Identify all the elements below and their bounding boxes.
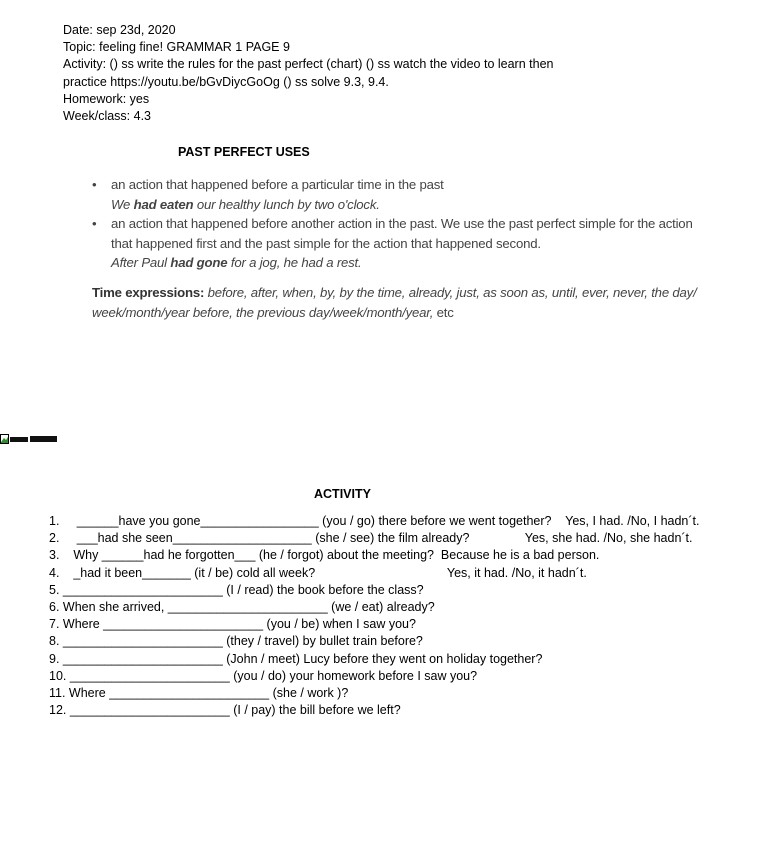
exercise-item-10: 10. _______________________ (you / do) your homework before I saw you? — [49, 668, 478, 683]
time-expressions — [92, 283, 712, 322]
rule-1-example-bold: had eaten — [133, 196, 194, 212]
rule-2-example-bold: had gone — [170, 255, 228, 271]
bullet-icon: • — [92, 216, 97, 232]
exercise-item-1: 1. ______have you gone_________________ (you / go) there before we went together? Yes, I had. /No, I hadn´t. — [49, 514, 700, 528]
time-expressions-text: before, after, when, by, by the time, already, just, as soon as, until, ever, never, the day/ week/month/year before, the previous day/week/month/year, — [92, 284, 697, 320]
rule-1-example — [111, 195, 712, 215]
activity-title: ACTIVITY — [314, 487, 371, 501]
rule-1-example-post: our healthy lunch by two o'clock. — [193, 196, 380, 212]
exercise-item-5: 5. _______________________ (I / read) the book before the class? — [49, 582, 424, 597]
lesson-header — [63, 22, 553, 125]
past-perfect-rules — [92, 175, 712, 322]
rule-1 — [92, 175, 712, 214]
rule-2-example — [111, 253, 712, 273]
past-perfect-uses-title: PAST PERFECT USES — [178, 145, 310, 159]
date-line: Date: sep 23d, 2020 — [63, 23, 176, 37]
time-expressions-etc: etc — [433, 304, 454, 320]
time-expressions-label: Time expressions: — [92, 284, 205, 300]
broken-image-icon — [0, 433, 58, 445]
rule-2-example-post: for a jog, he had a rest. — [227, 255, 362, 271]
topic-line: Topic: feeling fine! GRAMMAR 1 PAGE 9 — [63, 40, 290, 55]
bullet-icon: • — [92, 177, 97, 192]
activity-line-1: Activity: () ss write the rules for the past perfect (chart) () ss watch the video to learn then — [63, 57, 554, 72]
rule-1-example-pre: We — [111, 196, 134, 212]
exercise-item-8: 8. _______________________ (they / travel) by bullet train before? — [49, 634, 423, 649]
exercise-item-12: 12. _______________________ (I / pay) the bill before we left? — [49, 703, 401, 718]
rule-2 — [92, 214, 712, 273]
exercise-list — [49, 513, 699, 719]
week-class-line: Week/class: 4.3 — [63, 109, 152, 124]
exercise-item-4: 4. _had it been_______ (it / be) cold all week? Yes, it had. /No, it hadn´t. — [49, 565, 587, 580]
exercise-item-2: 2. ___had she seen____________________ (she / see) the film already? Yes, she had. /No, she hadn´t. — [49, 531, 693, 546]
exercise-item-3: 3. Why ______had he forgotten___ (he / forgot) about the meeting? Because he is a bad person. — [49, 548, 600, 563]
activity-line-2: practice https://youtu.be/bGvDiycGoOg () ss solve 9.3, 9.4. — [63, 74, 389, 89]
exercise-item-6: 6. When she arrived, _______________________ (we / eat) already? — [49, 600, 435, 615]
exercise-item-11: 11. Where _______________________ (she / work )? — [49, 686, 349, 701]
rule-2-example-pre: After Paul — [111, 255, 171, 271]
homework-line: Homework: yes — [63, 91, 150, 106]
rule-2-text: an action that happened before another action in the past. We use the past perfect simple for the action that happened first and the past simple for the action that happened second. — [111, 216, 693, 251]
exercise-item-7: 7. Where _______________________ (you / be) when I saw you? — [49, 617, 416, 632]
rule-1-text: an action that happened before a particular time in the past — [111, 177, 444, 192]
exercise-item-9: 9. _______________________ (John / meet) Lucy before they went on holiday together? — [49, 651, 543, 666]
